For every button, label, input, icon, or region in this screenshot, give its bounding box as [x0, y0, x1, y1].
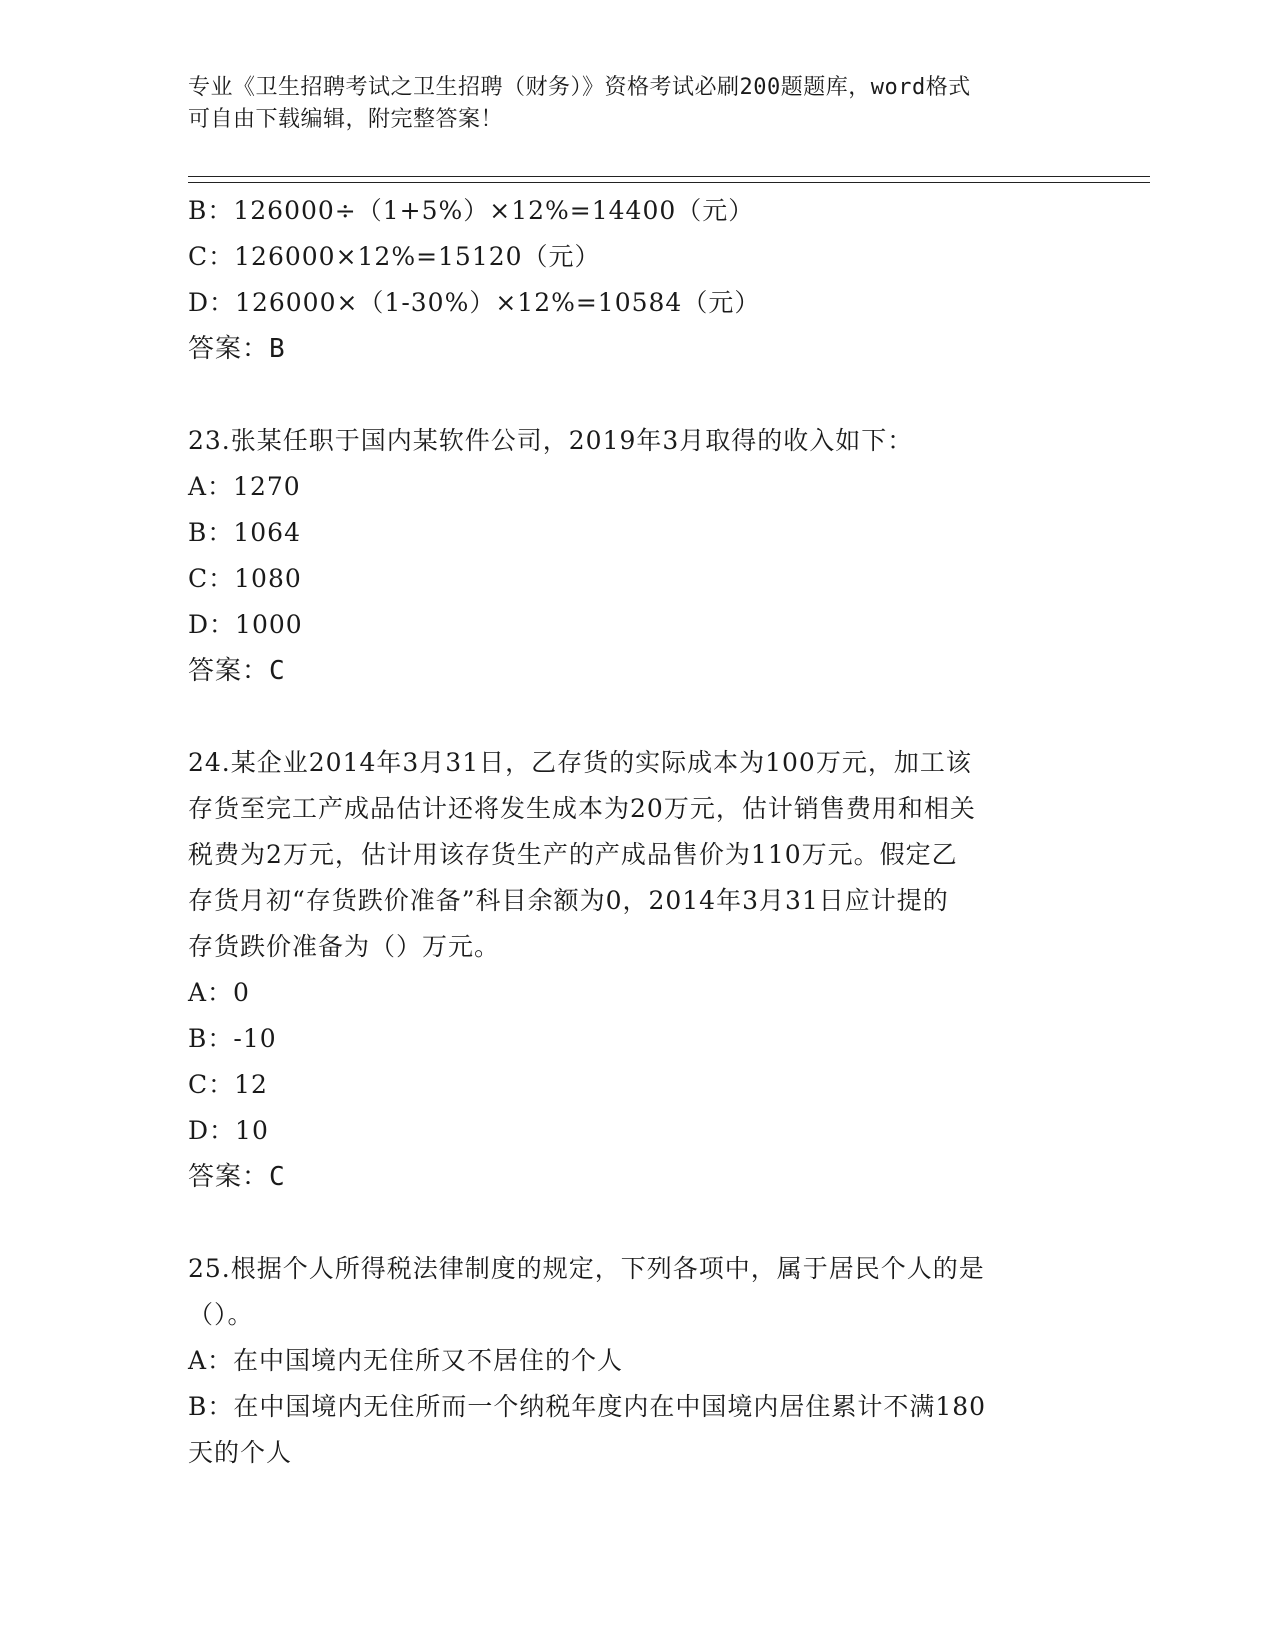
question-text: 23.张某任职于国内某软件公司，2019年3月取得的收入如下： [188, 426, 914, 455]
spacer [188, 694, 1088, 740]
question-24 [188, 740, 1088, 1200]
option-b-continued: 天的个人 [188, 1438, 293, 1467]
option-b: B：1064 [188, 518, 301, 547]
spacer [188, 372, 1088, 418]
option-b: B：-10 [188, 1024, 277, 1053]
question-text-line: 税费为2万元，估计用该存货生产的产成品售价为110万元。假定乙 [188, 840, 958, 869]
option-a: A：0 [188, 978, 250, 1007]
option-c: C：1080 [188, 564, 302, 593]
question-content [188, 188, 1088, 1476]
option-b: B：126000÷（1+5%）×12%=14400（元） [188, 196, 755, 225]
question-text-line: 24.某企业2014年3月31日，乙存货的实际成本为100万元，加工该 [188, 748, 972, 777]
question-text-line: 25.根据个人所得税法律制度的规定，下列各项中，属于居民个人的是 [188, 1254, 985, 1283]
option-d: D：10 [188, 1116, 269, 1145]
question-text-line: 存货月初“存货跌价准备”科目余额为0，2014年3月31日应计提的 [188, 886, 949, 915]
question-text-line: 存货跌价准备为（）万元。 [188, 932, 501, 961]
option-b: B：在中国境内无住所而一个纳税年度内在中国境内居住累计不满180 [188, 1392, 987, 1421]
option-d: D：126000×（1-30%）×12%=10584（元） [188, 288, 761, 317]
option-c: C：12 [188, 1070, 268, 1099]
answer: 答案：C [188, 656, 286, 686]
header-title-line-2: 可自由下载编辑，附完整答案！ [188, 107, 504, 132]
question-text-line: （）。 [188, 1300, 254, 1329]
header-rule-bottom [188, 182, 1150, 183]
answer: 答案：B [188, 334, 286, 364]
answer: 答案：C [188, 1162, 286, 1192]
option-a: A：在中国境内无住所又不居住的个人 [188, 1346, 624, 1375]
question-25 [188, 1246, 1088, 1476]
prev-question [188, 188, 1088, 372]
question-23 [188, 418, 1088, 694]
spacer [188, 1200, 1088, 1246]
option-d: D：1000 [188, 610, 303, 639]
header-rule-top [188, 176, 1150, 177]
document-header [188, 72, 1068, 136]
question-text-line: 存货至完工产成品估计还将发生成本为20万元，估计销售费用和相关 [188, 794, 976, 823]
option-c: C：126000×12%=15120（元） [188, 242, 601, 271]
option-a: A：1270 [188, 472, 301, 501]
header-title-line-1: 专业《卫生招聘考试之卫生招聘（财务）》资格考试必刷200题题库，word格式 [188, 75, 971, 100]
